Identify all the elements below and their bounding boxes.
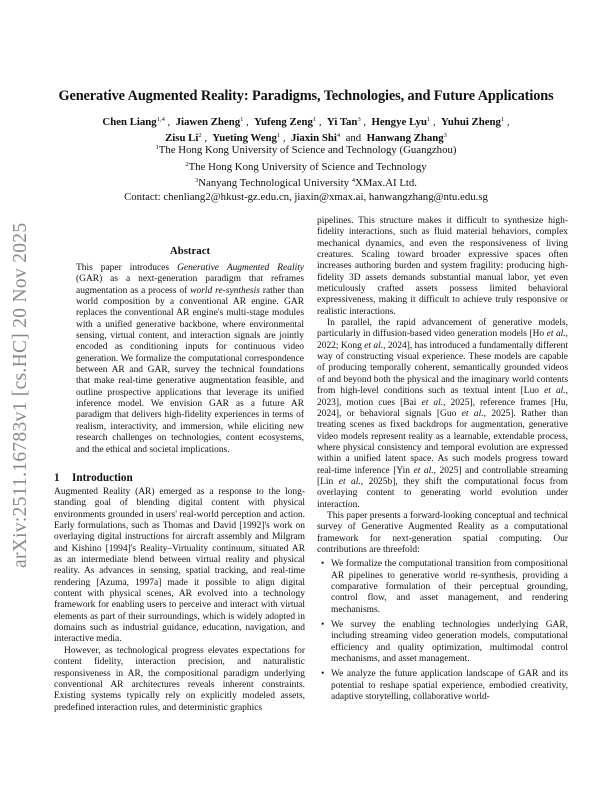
body-paragraph: Augmented Reality (AR) emerged as a response to the long-standing goal of blending digital content with physical environments grounded in users' real-world perception and action. Early formulations, such as Thomas and David [1992]'s work on overlaying digital instructions for aircraft assembly and Milgram and Kishino [1994]'s Reality–Virtuality continuum, situated AR as an intermediate blend between virtual reality and physical reality. As advances in sensing, spatial tracking, and real-time rendering [Azuma, 1997a] made it possible to align digital content with physical scenes, AR evolved into a technology framework for enabling users to perceive and interact with virtual elements as part of their surroundings, which is widely adopted in domains such as industrial guidance, education, navigation, and interactive media. [54, 487, 305, 645]
contribution-item: • We formalize the computational transition from compositional AR pipelines to generative world re-synthesis, providing a comparative formulation of their perceptual grounding, control flow, and asset management, and rendering mechanisms. [331, 559, 568, 616]
author-affiliation-mark: 1,4 [156, 116, 165, 123]
emphasis-text: Generative Augmented Reality [177, 263, 304, 273]
affiliation-mark: 4 [351, 177, 355, 185]
affiliation-mark: 3 [194, 177, 199, 185]
citation-etal: et al. [461, 408, 484, 419]
author-affiliation-mark: 3 [357, 116, 361, 123]
author-name: Yueting Weng [212, 132, 277, 144]
author-conjunction: and [345, 132, 362, 144]
author-name: Jiaxin Shi [290, 132, 337, 144]
body-paragraph: However, as technological progress elevates expectations for content fidelity, interaction precision, and naturalistic responsiveness in AR, the compositional paradigm underlying conventional AR architectures reveals inherent constraints. Existing systems typically rely on explicitly modeled assets, predefined interaction rules, and deterministic graphics [54, 645, 305, 713]
contributions-list [317, 559, 568, 703]
text-run: , 2025]. Rather than treating scenes as fixed backdrops for augmentation, generative video models represent reality as a learnable, extendable process, where physical consistency and temporal evolution are expressed within a unified latent space. As such models progress toward real-time inference [Yin [317, 408, 568, 476]
affiliation-mark: 1 [155, 144, 159, 151]
citation-etal: et al. [421, 397, 444, 408]
text-run: , 2024], has introduced a fundamentally different way of constructing visual experience. These models are capable of producing temporally coherent, semantically grounded videos of and beyond both the physical and the imaginary world contents from high-level conditions such as textual intent [Luo [317, 340, 569, 397]
emphasis-text: world re-synthesis [190, 285, 260, 296]
citation-etal: et al. [546, 329, 566, 340]
citation-etal: et al. [364, 340, 384, 351]
abstract-body [76, 263, 304, 456]
author-name: Jiawen Zheng [175, 116, 241, 128]
author-name: Zisu Li [165, 132, 199, 144]
author-affiliation-mark: 1 [312, 116, 317, 123]
abstract-heading: Abstract [169, 245, 211, 257]
author-affiliation-mark: 2 [198, 132, 202, 139]
body-paragraph: pipelines. This structure makes it difficult to synthesize high-fidelity interactions, such as fluid material behaviors, complex mechanical dynamics, and even the responsiveness of living creatures. Scaling toward broader expressive spaces often increases authoring burden and system fragility: producing high-fidelity 3D assets demands substantial manual labor, yet even meticulously crafted assets possess limited behavioral expressiveness, making it difficult to achieve truly responsive or realistic interactions. [317, 216, 568, 317]
abstract-paragraph [76, 263, 304, 456]
introduction-right-column [317, 216, 568, 707]
author-name: Chen Liang [102, 116, 157, 128]
affiliation [40, 141, 572, 158]
section-heading-introduction [54, 472, 133, 484]
text-run: rather than world composition by a conventional AR engine. GAR replaces the conventional AR engine's multi-stage modules with a unified generative backbone, where environmental sensing, virtual content, and interaction signals are jointly encoded as conditioning inputs for continuous video generation. We formalize the computational correspondence between AR and GAR, survey the technical foundations that make real-time generative augmentation feasible, and outline prospective applications that leverage its unified inference model. We envision GAR as a future AR paradigm that delivers high-fidelity experiences in terms of realism, interactivity, and immersion, while eliciting new research challenges on technologies, content ecosystems, and the ethical and societal implications. [76, 285, 304, 455]
author-name: Hanwang Zhang [366, 132, 444, 144]
author-affiliation-mark: 1 [500, 116, 505, 123]
text-run: In parallel, the rapid advancement of generative models, particularly in diffusion-based video generation models [Ho [317, 318, 568, 340]
introduction-left-column [54, 487, 305, 714]
paper-title: Generative Augmented Reality: Paradigms, Technologies, and Future Applications [58, 88, 554, 104]
author-affiliation-mark: 1 [240, 116, 244, 123]
author-affiliation-mark: 1 [426, 116, 431, 123]
author-line-2: Zisu Li$^2$ , Yueting Weng$^1$ , Jiaxin Shi$^4$ and Hanwang Zhang$^3$ [165, 132, 447, 144]
text-run: This paper introduces [76, 263, 178, 273]
affiliation-text: The Hong Kong University of Science and Technology [188, 160, 427, 173]
affiliation-mark: 2 [185, 160, 189, 168]
affiliation-text: XMax.AI Ltd. [354, 177, 418, 190]
contribution-item: • We analyze the future application landscape of GAR and its potential to reshape spatial experience, embodied creativity, adaptive storytelling, collaborative world- [331, 669, 568, 703]
affiliation-text: The Hong Kong University of Science and Technology (Guangzhou) [158, 144, 457, 156]
author-affiliation-mark: 1 [276, 132, 281, 139]
author-line-1: Chen Liang$^{1,4}$ , Jiawen Zheng$^1$ , Yufeng Zeng$^1$ , Yi Tan$^3$ , Hengye Lyu$^1$ , Yuhui Zheng$^1$ , [102, 116, 510, 128]
contribution-item: • We survey the enabling technologies underlying GAR, including streaming video generation models, computational efficiency and quality optimization, multimodal control mechanisms, and asset management. [331, 620, 568, 665]
affiliation-list [40, 141, 572, 204]
body-paragraph: This paper presents a forward-looking conceptual and technical survey of Generative Augmented Reality as a computational framework for next-generation spatial computing. Our contributions are threefold: [317, 510, 568, 555]
text-run: (GAR) as a next-generation paradigm that reframes augmentation as a process of [76, 274, 304, 296]
text-run: , 2022; Kong [317, 329, 568, 351]
author-affiliation-mark: 3 [443, 132, 447, 139]
affiliation-text: Nanyang Technological University [198, 177, 352, 190]
citation-etal: et al. [413, 465, 434, 476]
contact-emails[interactable]: Contact: chenliang2@hkust-gz.edu.cn, jiaxin@xmax.ai, hanwangzhang@ntu.edu.sg [124, 190, 488, 203]
affiliation [40, 174, 572, 191]
body-paragraph [317, 318, 568, 511]
author-name: Yi Tan [326, 116, 358, 128]
author-name: Yuhui Zheng [441, 116, 501, 128]
section-title: Introduction [72, 472, 133, 484]
author-name: Hengye Lyu [371, 116, 427, 128]
text-run: , 2023], motion cues [Bai [317, 386, 569, 408]
citation-etal: et al. [338, 476, 361, 487]
section-number: 1 [54, 472, 60, 484]
author-name: Yufeng Zeng [254, 116, 313, 128]
author-affiliation-mark: 4 [336, 132, 341, 139]
arxiv-identifier-stamp[interactable]: arXiv:2511.16783v1 [cs.HC] 20 Nov 2025 [10, 222, 31, 568]
affiliation [40, 158, 572, 175]
text-run: , 2025b], they shift the computational focus from overlaying content to generating world evolution under interaction. [317, 476, 569, 510]
citation-etal: et al. [544, 386, 566, 397]
text-run: , 2025], reference frames [Hu, 2024], or behavioral signals [Guo [317, 397, 569, 419]
text-run: , 2025] and controllable streaming [Lin [317, 465, 568, 487]
